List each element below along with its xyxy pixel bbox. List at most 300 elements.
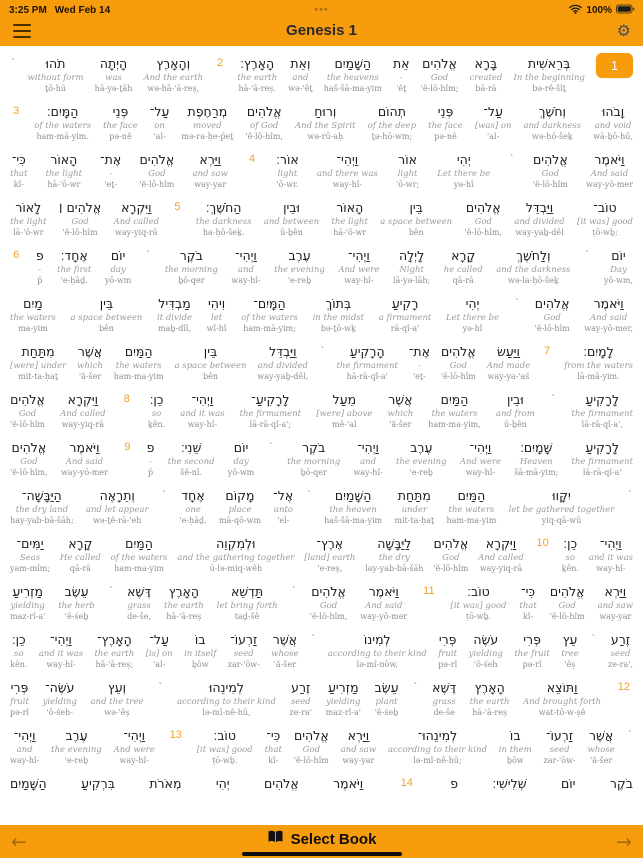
transliteration: hā-yə-ṯāh (94, 84, 133, 93)
word-token[interactable] (562, 534, 579, 574)
page-title: Genesis 1 (286, 22, 357, 39)
word-token[interactable] (228, 438, 254, 478)
english-gloss: God (442, 553, 460, 563)
hebrew-text: יִקָּווּ (552, 488, 571, 503)
hebrew-text: הָאוֹר (336, 200, 364, 215)
word-token[interactable] (360, 582, 407, 622)
word-token[interactable] (338, 246, 379, 286)
word-token[interactable] (114, 726, 155, 766)
word-token[interactable] (326, 678, 361, 718)
word-token[interactable] (146, 630, 173, 670)
word-token[interactable] (10, 678, 29, 718)
word-token[interactable] (10, 774, 47, 793)
hebrew-text: וַיְהִי־ (13, 728, 36, 743)
word-token[interactable] (257, 342, 308, 382)
hebrew-text: קָרָא (68, 536, 93, 551)
english-gloss: in the midst (312, 313, 365, 323)
word-token[interactable] (57, 246, 91, 286)
english-gloss: the waters (115, 361, 162, 371)
hebrew-text: פְּנֵי (112, 104, 129, 119)
transliteration: 'al- (487, 132, 500, 141)
hebrew-text: לָרָקִיעַ־ (251, 392, 290, 407)
word-token[interactable] (127, 582, 151, 622)
english-gloss: which (387, 409, 414, 419)
word-token[interactable] (39, 630, 83, 670)
english-gloss: let (210, 313, 223, 323)
transliteration: wə-'êṯ (288, 84, 313, 93)
word-token[interactable] (451, 582, 507, 622)
word-token[interactable] (287, 438, 340, 478)
interlinear-content (0, 46, 643, 858)
word-token[interactable] (561, 630, 579, 670)
word-token[interactable] (324, 54, 382, 94)
english-gloss: one (185, 505, 201, 515)
english-gloss: Let there be (437, 169, 491, 179)
word-token[interactable] (111, 534, 168, 574)
word-token[interactable] (437, 150, 490, 190)
word-token[interactable] (10, 438, 48, 478)
word-token[interactable] (564, 342, 633, 382)
footer-bar (0, 825, 643, 858)
gear-icon[interactable]: ⚙ (616, 21, 631, 40)
word-token[interactable] (572, 438, 633, 478)
word-token[interactable] (114, 342, 164, 382)
word-token[interactable] (165, 246, 218, 286)
word-token[interactable] (368, 102, 417, 142)
word-token[interactable] (470, 678, 510, 718)
hebrew-text: אֶחָד׃ (60, 248, 88, 263)
word-token[interactable] (496, 246, 570, 286)
word-token[interactable] (149, 774, 181, 793)
word-token[interactable] (265, 726, 282, 766)
word-token[interactable] (164, 582, 204, 622)
word-token[interactable] (144, 54, 203, 94)
word-token[interactable] (105, 246, 131, 286)
word-token[interactable] (577, 198, 633, 238)
word-token[interactable] (114, 198, 160, 238)
word-token[interactable] (264, 198, 319, 238)
word-token[interactable] (179, 486, 206, 526)
transliteration: way-hî- (119, 756, 149, 765)
word-token[interactable] (450, 774, 458, 793)
word-token[interactable] (586, 150, 633, 190)
english-gloss: God (319, 601, 338, 611)
word-token[interactable] (217, 582, 278, 622)
word-token[interactable] (447, 486, 497, 526)
pause-mark: ՝ (414, 682, 417, 693)
word-token[interactable] (514, 198, 564, 238)
english-gloss: and void (594, 121, 632, 131)
english-gloss: And said (589, 313, 628, 323)
english-gloss: seed (290, 697, 311, 707)
word-token[interactable] (228, 630, 260, 670)
word-token[interactable] (432, 678, 456, 718)
word-token[interactable] (544, 726, 576, 766)
pause-mark: ՝ (269, 442, 272, 453)
word-token[interactable] (428, 390, 480, 430)
transliteration: lə-mî-nê-hū; (413, 756, 462, 765)
transliteration: way-yar (194, 180, 227, 189)
word-token[interactable] (608, 630, 633, 670)
word-token[interactable] (380, 198, 452, 238)
word-token[interactable] (273, 486, 293, 526)
english-gloss: and the gathering together (177, 553, 295, 563)
hebrew-text: לְמִינֵהוּ־ (417, 728, 458, 743)
hebrew-text: וַיֹּאמֶר (69, 440, 100, 455)
english-gloss: the earth (164, 601, 204, 611)
word-token[interactable] (192, 150, 227, 190)
word-token[interactable] (324, 486, 382, 526)
word-token[interactable] (10, 342, 66, 382)
transliteration: 'ă-šer (78, 372, 102, 381)
verse-number: 6 (13, 249, 20, 261)
word-token[interactable] (168, 438, 215, 478)
word-token[interactable] (514, 438, 558, 478)
word-token[interactable] (492, 774, 526, 793)
english-gloss: God (148, 169, 166, 179)
word-token[interactable] (550, 582, 585, 622)
word-token[interactable] (509, 486, 615, 526)
interlinear-row (10, 102, 633, 142)
english-gloss: according to their kind (327, 649, 427, 659)
word-token[interactable] (86, 486, 149, 526)
word-token[interactable] (396, 150, 419, 190)
transliteration: qā-rā (452, 276, 474, 285)
word-token[interactable] (175, 342, 247, 382)
word-token[interactable] (216, 774, 230, 793)
transliteration: lā-mā-yim. (577, 372, 620, 381)
word-token[interactable] (60, 390, 106, 430)
prev-chapter-button[interactable]: ← (11, 830, 27, 853)
hebrew-text: אֱלֹהִים (246, 104, 282, 119)
word-token[interactable] (10, 150, 27, 190)
word-token[interactable] (231, 246, 260, 286)
word-token[interactable] (10, 198, 46, 238)
word-token[interactable] (524, 102, 582, 142)
word-token[interactable] (197, 726, 253, 766)
word-token[interactable] (475, 102, 512, 142)
english-gloss: And called (478, 553, 524, 563)
transliteration: wə-hā-'ā-reṣ, (147, 84, 200, 93)
word-token[interactable] (469, 630, 503, 670)
verse-badge[interactable]: 1 (596, 53, 633, 78)
word-token[interactable] (148, 390, 165, 430)
word-token[interactable] (584, 294, 633, 334)
word-token[interactable] (421, 54, 459, 94)
english-gloss: [it was] good (196, 745, 253, 755)
pause-mark: ՝ (146, 250, 150, 261)
hebrew-text: כִּי־ (11, 152, 26, 167)
word-token[interactable] (333, 774, 363, 793)
word-token[interactable] (295, 102, 356, 142)
transliteration: lā-rā-qî-a', (581, 420, 623, 429)
english-gloss: and (238, 265, 254, 275)
word-token[interactable] (519, 582, 536, 622)
word-token[interactable] (10, 294, 56, 334)
word-token[interactable] (499, 726, 532, 766)
word-token[interactable] (181, 102, 233, 142)
word-token[interactable] (409, 342, 430, 382)
app-header (0, 0, 643, 46)
transliteration: way-yar (342, 756, 375, 765)
word-token[interactable] (487, 342, 530, 382)
word-token[interactable] (290, 678, 312, 718)
word-token[interactable] (219, 486, 261, 526)
word-token[interactable] (316, 390, 372, 430)
word-token[interactable] (387, 390, 413, 430)
word-token[interactable] (438, 630, 457, 670)
word-token[interactable] (561, 774, 576, 793)
transliteration: 'e-reḇ (64, 756, 89, 765)
hebrew-text: כֵן׃ (149, 392, 164, 407)
word-token[interactable] (514, 630, 549, 670)
word-token[interactable] (274, 246, 325, 286)
english-gloss: and from (495, 409, 535, 419)
word-token[interactable] (533, 150, 568, 190)
word-token[interactable] (10, 630, 27, 670)
hebrew-text: הַיַּבָּשָׁה־ (22, 488, 62, 503)
interlinear-row (10, 390, 633, 430)
hebrew-text: וַיֹּאמֶר (593, 296, 624, 311)
transliteration: 'ō-śeh- (46, 708, 73, 717)
word-token[interactable] (396, 438, 447, 478)
hebrew-text: בֵּין (203, 344, 218, 359)
hebrew-text: הָאָרֶץ׃ (240, 56, 275, 71)
english-gloss: the firmament (239, 409, 302, 419)
word-token[interactable] (393, 54, 410, 94)
word-token[interactable] (36, 246, 44, 286)
hebrew-text: הָרָקִיעַ (349, 344, 385, 359)
word-token[interactable] (71, 294, 143, 334)
word-token[interactable] (604, 246, 633, 286)
english-gloss: Day (610, 265, 627, 275)
hebrew-text: לָרָקִיעַ (585, 392, 620, 407)
word-token[interactable] (313, 294, 365, 334)
word-token[interactable] (237, 54, 277, 94)
hebrew-text: יַמִּים־ (16, 536, 44, 551)
english-gloss: the darkness (195, 217, 252, 227)
verse-number: 13 (169, 729, 182, 741)
word-token[interactable] (271, 630, 298, 670)
transliteration: wî-hî (206, 324, 227, 333)
word-token[interactable] (332, 198, 368, 238)
hebrew-text: עֹשֶׂה־ (45, 680, 75, 695)
hebrew-text: שְׁלִישִׁי׃ (492, 776, 527, 791)
word-token[interactable] (598, 582, 633, 622)
word-token[interactable] (317, 150, 378, 190)
word-token[interactable] (393, 246, 430, 286)
word-token[interactable] (51, 726, 102, 766)
hebrew-text: אוֹר (398, 152, 417, 167)
english-gloss: God (302, 745, 321, 755)
hebrew-text: וְתֵרָאֶה (99, 488, 135, 503)
hebrew-text: עֹשֶׂה (473, 632, 499, 647)
word-token[interactable] (433, 534, 468, 574)
word-token[interactable] (610, 774, 633, 793)
word-token[interactable] (589, 534, 633, 574)
english-gloss: he called (443, 265, 483, 275)
hebrew-text: לְמִינוֹ (363, 632, 391, 647)
transliteration: kî- (268, 756, 279, 765)
transliteration: way-ya-'aś (487, 372, 530, 381)
english-gloss: the evening (51, 745, 102, 755)
word-token[interactable] (328, 630, 427, 670)
word-token[interactable] (288, 54, 312, 94)
hebrew-text: מַבְדִּיל (158, 296, 191, 311)
word-token[interactable] (91, 678, 144, 718)
word-token[interactable] (245, 102, 283, 142)
transliteration: wā-ḇō-hū, (593, 132, 633, 141)
word-token[interactable] (103, 102, 138, 142)
hebrew-text: מַזְרִיעַ (327, 680, 359, 695)
word-token[interactable] (95, 630, 135, 670)
word-token[interactable] (478, 534, 524, 574)
word-token[interactable] (147, 438, 155, 478)
english-gloss: And called (60, 409, 106, 419)
transliteration: de-še, (127, 612, 152, 621)
home-indicator[interactable] (242, 852, 402, 857)
word-token[interactable] (95, 54, 133, 94)
word-token[interactable] (336, 342, 397, 382)
word-token[interactable] (58, 582, 95, 622)
pause-mark: ՝ (109, 586, 113, 597)
next-chapter-button[interactable]: → (616, 830, 632, 853)
word-token[interactable] (184, 630, 216, 670)
word-token[interactable] (379, 294, 432, 334)
word-token[interactable] (441, 342, 476, 382)
word-token[interactable] (10, 486, 74, 526)
english-gloss: God (558, 601, 576, 611)
transliteration: 'ĕ-lō-hîm; (420, 84, 459, 93)
word-token[interactable] (10, 582, 45, 622)
interlinear-row (10, 342, 633, 382)
transliteration: kî- (13, 180, 24, 189)
transliteration: 'ō-śeh (473, 660, 498, 669)
verse-number: 10 (536, 537, 549, 549)
english-gloss: so (151, 409, 162, 419)
word-token[interactable] (241, 294, 298, 334)
hebrew-text: דֶּשֶׁא (432, 680, 457, 695)
english-gloss: seed (549, 745, 570, 755)
word-token[interactable] (177, 534, 294, 574)
word-token[interactable] (276, 150, 299, 190)
word-token[interactable] (470, 54, 503, 94)
word-token[interactable] (587, 726, 614, 766)
word-token[interactable] (394, 486, 434, 526)
word-token[interactable] (43, 678, 77, 718)
hebrew-text: בְּתוֹךְ (325, 296, 352, 311)
word-token[interactable] (10, 534, 50, 574)
word-token[interactable] (310, 582, 348, 622)
transliteration: way-hî- (332, 180, 363, 189)
word-token[interactable] (428, 102, 463, 142)
word-token[interactable] (81, 774, 115, 793)
transliteration: haš-šā-ma-yim (323, 84, 382, 93)
word-token[interactable] (46, 150, 82, 190)
word-token[interactable] (464, 198, 502, 238)
word-token[interactable] (365, 534, 423, 574)
transliteration: mə-ra-ḥe-p̄eṯ (181, 132, 234, 141)
word-token[interactable] (34, 102, 91, 142)
hebrew-text: וַיֹּאמֶר (594, 152, 625, 167)
english-gloss: God (18, 409, 37, 419)
word-token[interactable] (341, 726, 376, 766)
word-token[interactable] (61, 438, 108, 478)
word-token[interactable] (180, 390, 224, 430)
word-token[interactable] (59, 198, 101, 238)
transliteration: 'e-reṣ, (317, 564, 343, 573)
word-token[interactable] (10, 726, 39, 766)
word-token[interactable] (294, 726, 329, 766)
transliteration: maḇ-dîl, (158, 324, 191, 333)
english-gloss: tree (561, 649, 579, 659)
word-token[interactable] (388, 726, 487, 766)
word-token[interactable] (60, 534, 101, 574)
word-token[interactable] (353, 438, 382, 478)
transliteration: way-hî- (465, 468, 496, 477)
english-gloss: fruit (10, 697, 29, 707)
word-token[interactable] (513, 54, 584, 94)
transliteration: 'ĕ-lō-hîm (549, 612, 585, 621)
english-gloss: of God (250, 121, 279, 131)
transliteration: lay-yab-bā-šāh (365, 564, 424, 573)
word-token[interactable] (196, 198, 252, 238)
select-book-button[interactable] (44, 830, 599, 849)
hebrew-text: פְּרִי (10, 680, 29, 695)
transliteration: way-yiq-rā (115, 228, 158, 237)
word-token[interactable] (10, 390, 45, 430)
hebrew-text: פְּרִי (438, 632, 457, 647)
hebrew-text: יוֹם (611, 248, 626, 263)
word-token[interactable] (444, 246, 483, 286)
word-token[interactable] (100, 150, 121, 190)
word-token[interactable] (139, 150, 174, 190)
hebrew-text: אֱלֹהִים (139, 152, 175, 167)
word-token[interactable] (460, 438, 501, 478)
transliteration: hay-yab-bā-šāh; (10, 516, 74, 525)
word-token[interactable] (150, 102, 170, 142)
english-gloss: the heaven (329, 505, 377, 515)
word-token[interactable] (28, 54, 84, 94)
word-token[interactable] (446, 294, 499, 334)
hebrew-text: בֵּין (99, 296, 114, 311)
word-token[interactable] (572, 390, 633, 430)
transliteration: rā-qî-a' (390, 324, 420, 333)
word-token[interactable] (535, 294, 570, 334)
word-token[interactable] (375, 678, 399, 718)
english-gloss: that (519, 601, 537, 611)
word-token[interactable] (157, 294, 192, 334)
english-gloss: so (565, 553, 576, 563)
hebrew-text: פ (450, 776, 459, 791)
english-gloss: the face (103, 121, 138, 131)
word-token[interactable] (593, 102, 633, 142)
word-token[interactable] (523, 678, 601, 718)
word-token[interactable] (304, 534, 355, 574)
transliteration: šê-nî. (180, 468, 203, 477)
word-token[interactable] (496, 390, 535, 430)
word-token[interactable] (207, 294, 227, 334)
word-token[interactable] (264, 774, 299, 793)
english-gloss: plant (375, 697, 398, 707)
transliteration: way-yō-mer (585, 180, 633, 189)
word-token[interactable] (240, 390, 301, 430)
hebrew-text: הַמַּיִם (125, 536, 153, 551)
word-token[interactable] (77, 342, 103, 382)
transliteration: ham-ma-yim (114, 564, 165, 573)
word-token[interactable] (177, 678, 276, 718)
english-gloss: yielding (468, 649, 503, 659)
